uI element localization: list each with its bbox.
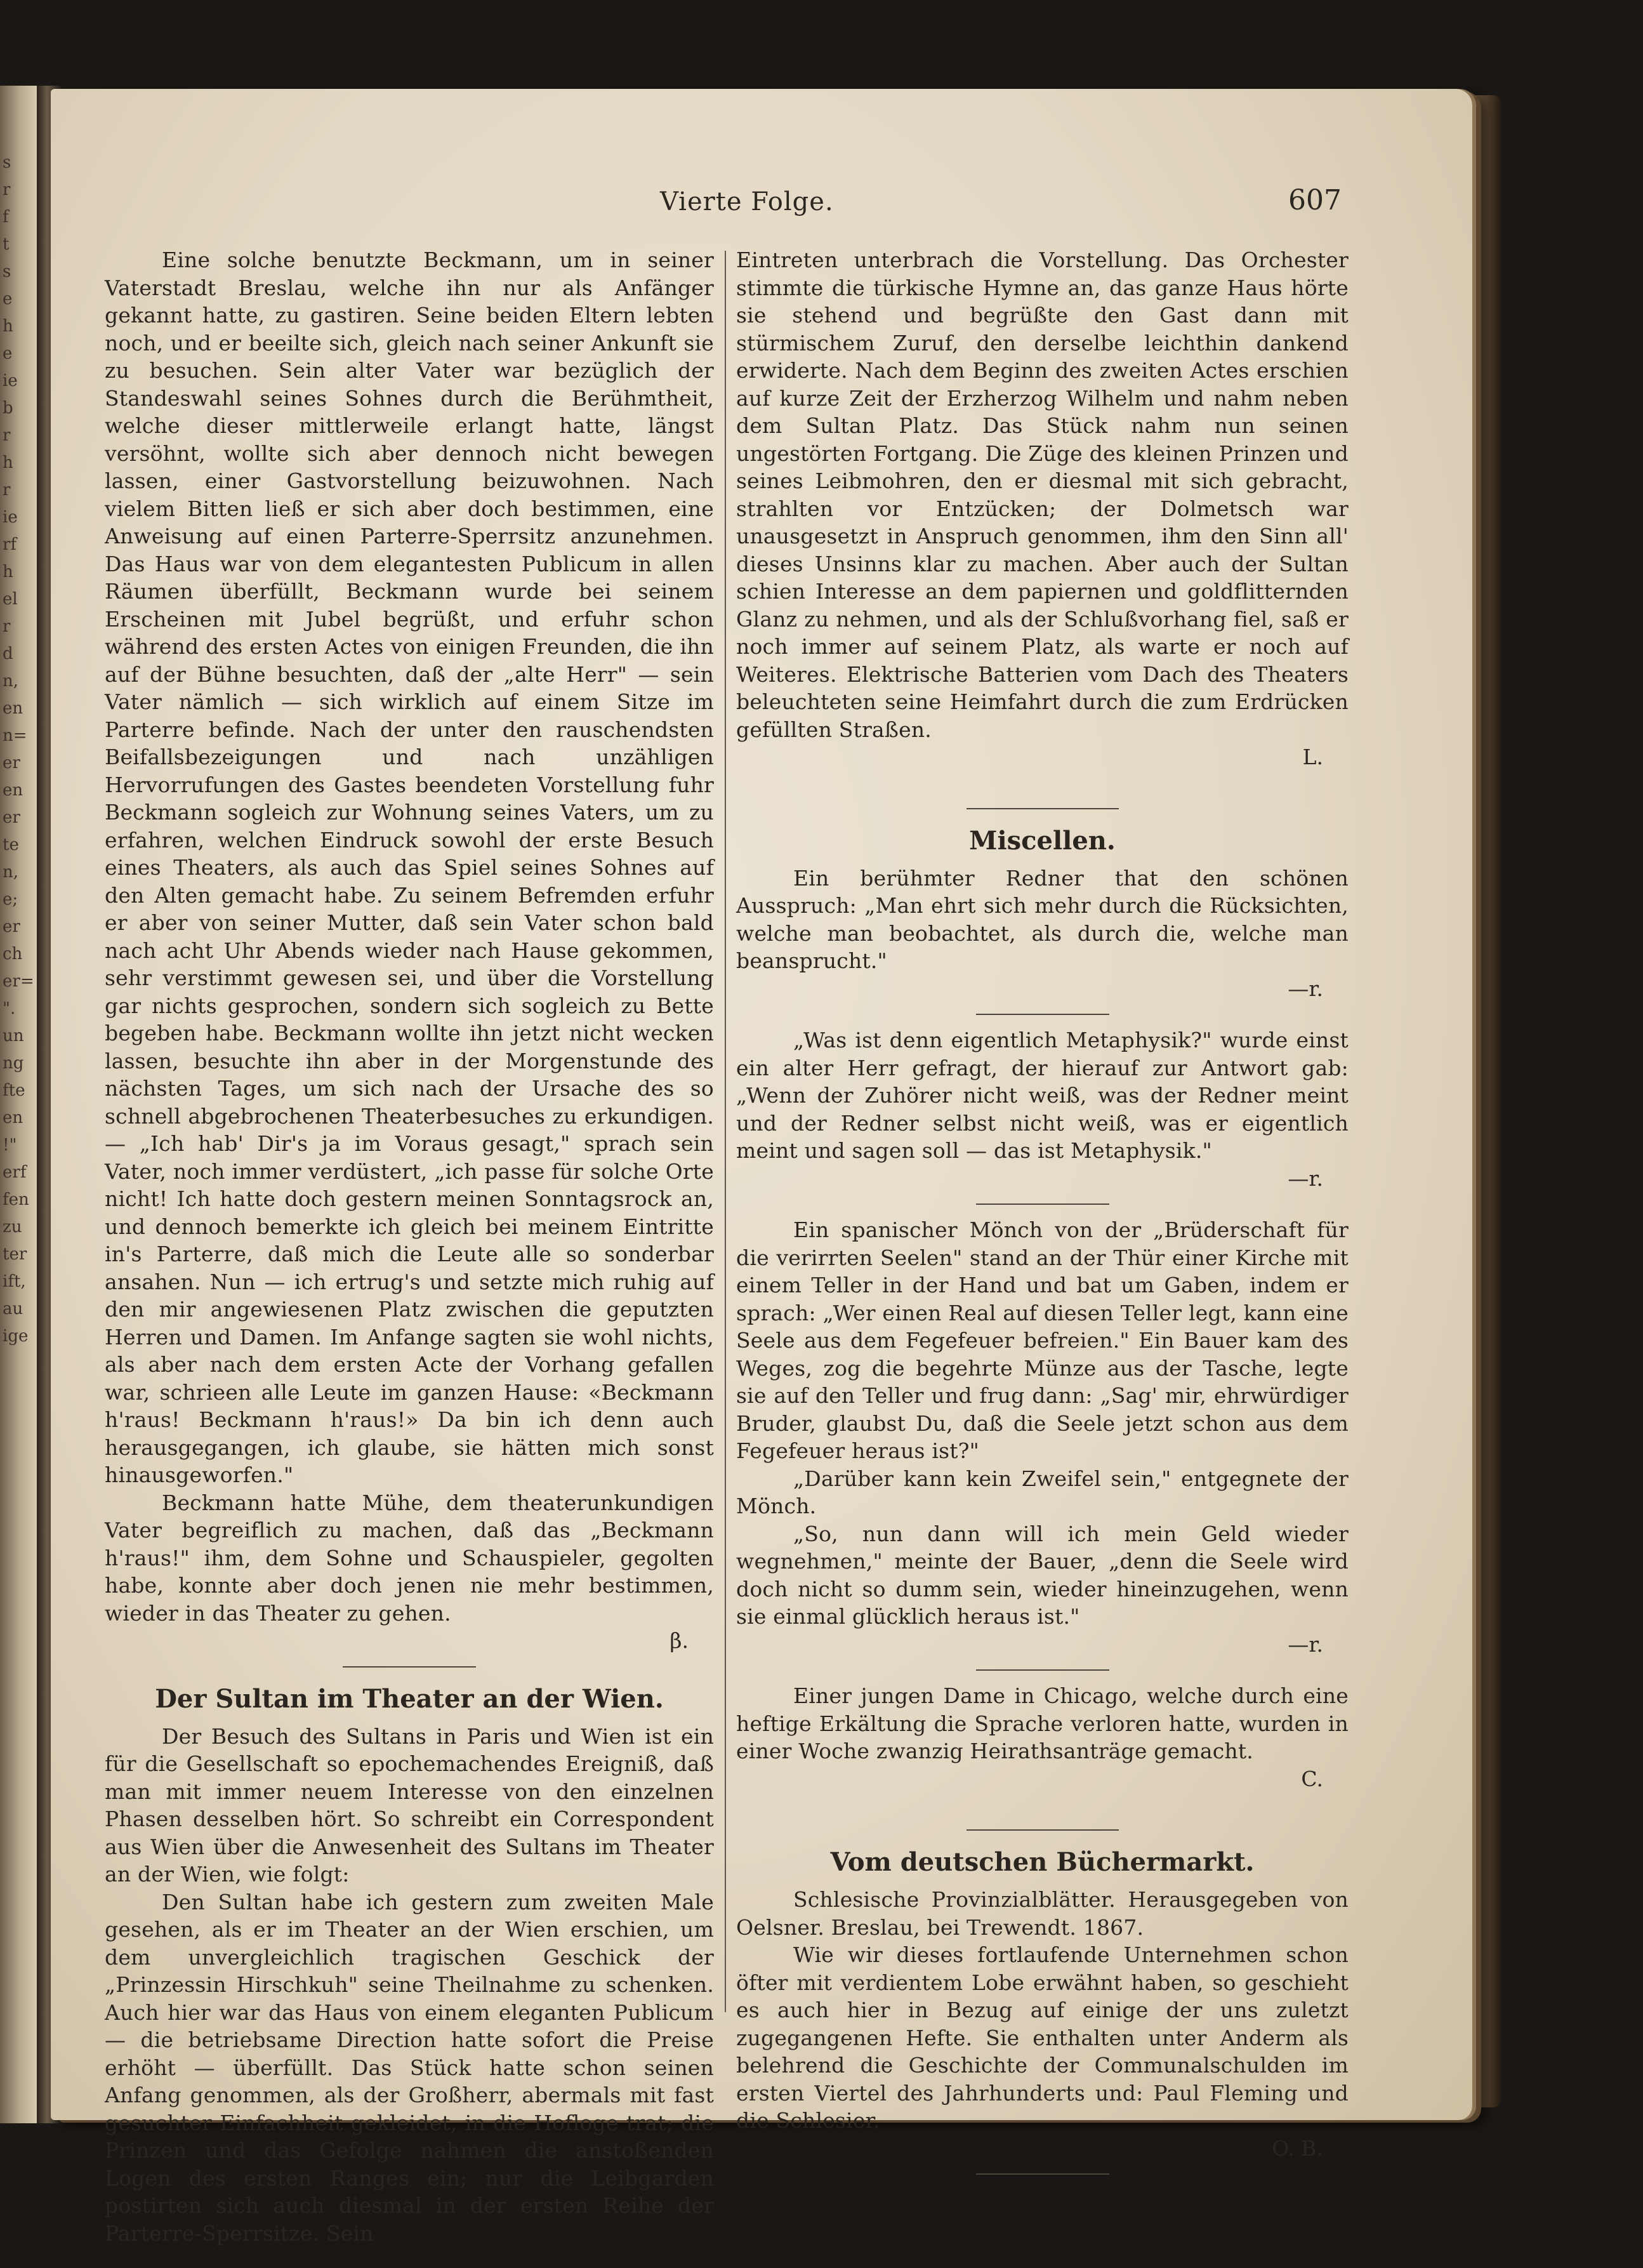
right-column — [736, 246, 1349, 2186]
left-page-edge — [0, 86, 37, 2123]
left-page-fragment: ter — [3, 1245, 27, 1264]
left-page-fragment: t — [3, 235, 10, 254]
signature: O. B. — [1272, 2135, 1323, 2161]
item-rule — [976, 1669, 1109, 1671]
left-page-fragment: fen — [3, 1190, 29, 1209]
miscellen-item: „Was ist denn eigentlich Metaphysik?" wurde einst ein alter Herr gefragt, der hierauf zur Antwort gab: „Wenn der Zuhörer nicht weiß, was der Redner meint und der Redner selbst nicht weiß, was er eigentlich meint und sagen soll — das ist Metaphysik." — [736, 1028, 1349, 1163]
book-cover-edge — [1472, 95, 1501, 2107]
left-page-fragment: r — [3, 180, 11, 199]
left-page-fragment: ". — [3, 999, 16, 1018]
left-page-fragment: el — [3, 590, 18, 609]
left-page-fragment: d — [3, 644, 13, 663]
end-rule — [976, 2173, 1109, 2175]
left-page-fragment: ie — [3, 508, 18, 527]
left-page-fragment: ch — [3, 945, 23, 964]
left-page-fragment: en — [3, 781, 23, 800]
left-page-fragment: au — [3, 1299, 23, 1318]
sultan-paragraph: Der Besuch des Sultans in Paris und Wien ist ein für die Gesellschaft so epochemachendes Ereigniß, daß man mit immer neuem Interesse von den einzelnen Phasen desselben hört. So schreibt ein Correspondent aus Wien über die Anwesenheit des Sultans im Theater an der Wien, wie folgt: — [105, 1723, 714, 1887]
miscellen-title: Miscellen. — [969, 825, 1116, 856]
column-divider — [725, 251, 726, 2012]
left-page-fragment: erf — [3, 1163, 27, 1182]
left-page-fragment: un — [3, 1026, 24, 1045]
left-page-fragment: b — [3, 399, 13, 418]
left-page-fragment: s — [3, 153, 11, 172]
left-page-fragment: ng — [3, 1054, 24, 1073]
left-page-fragment: n= — [3, 726, 27, 745]
left-page-fragment: ie — [3, 371, 18, 390]
miscellen-item: Einer jungen Dame in Chicago, welche durch eine heftige Erkältung die Sprache verloren hatte, wurden in einer Woche zwanzig Heirathsanträge gemacht. — [736, 1683, 1349, 1763]
left-page-fragment: ift, — [3, 1272, 26, 1291]
left-page-fragment: te — [3, 835, 19, 854]
left-page-fragment: e — [3, 344, 13, 363]
left-page-fragment: er= — [3, 972, 34, 991]
left-page-fragment: s — [3, 262, 11, 281]
left-page-fragments — [3, 149, 34, 1350]
signature: C. — [1301, 1766, 1323, 1791]
beckmann-paragraph: Eine solche benutzte Beckmann, um in seiner Vaterstadt Breslau, welche ihn nur als Anfänger gekannt hatte, zu gastiren. Seine beiden Eltern lebten noch, und er beeilte sich, gleich nach seiner Ankunft sie zu besuchen. Sein alter Vater war bezüglich der Standeswahl seines Sohnes durch die Berühmtheit, welche dieser mittlerweile erlangt hatte, längst versöhnt, wollte sich aber dennoch nicht bewegen lassen, einer Gastvorstellung beizuwohnen. Nach vielem Bitten ließ er sich aber doch bestimmen, eine Anweisung auf einen Parterre-Sperrsitz anzunehmen. Das Haus war von dem elegantesten Publicum in allen Räumen überfüllt, Beckmann wurde bei seinem Erscheinen mit Jubel begrüßt, und erfuhr schon während des ersten Actes von einigen Freunden, die ihn auf der Bühne besuchten, daß der „alte Herr" — sein Vater nämlich — sich wirklich auf einem Sitze im Parterre befinde. Nach der unter den rauschendsten Beifallsbezeigungen und nach unzähligen Hervorrufungen des Gastes beendeten Vorstellung fuhr Beckmann sogleich zur Wohnung seines Vaters, um zu erfahren, welchen Eindruck sowohl der erste Besuch eines Theaters, als auch das Spiel seines Sohnes auf den Alten gemacht habe. Zu seinem Befremden erfuhr er aber von seiner Mutter, daß sein Vater schon bald nach acht Uhr Abends wieder nach Hause gekommen, sehr verstimmt gewesen sei, und über die Vorstellung gar nichts gesprochen, sondern sich sogleich zu Bette begeben habe. Beckmann wollte ihn jetzt nicht wecken lassen, besuchte ihn aber in der Morgenstunde des nächsten Tages, um sich nach der Ursache des so schnell abgebrochenen Theaterbesuches zu erkundigen. — „Ich hab' Dir's ja im Voraus gesagt," sprach sein Vater, noch immer verdüstert, „ich passe für solche Orte nicht! Ich hatte doch gestern meinen Sonntagsrock an, und dennoch bemerkte ich gleich bei meinem Eintritte in's Parterre, daß mich die Leute alle so sonderbar ansahen. Nun — ich ertrug's und setzte mich ruhig auf den mir angewiesenen Platz zwischen die geputzten Herren und Damen. Im Anfange sagten sie wohl nichts, als aber nach dem ersten Acte der Vorhang gefallen war, schrieen alle Leute im ganzen Hause: «Beckmann h'raus! Beckmann h'raus!» Da bin ich denn auch herausgegangen, ich glaube, sie hätten mich sonst hinausgeworfen." — [105, 248, 714, 1487]
section-rule — [967, 1829, 1119, 1831]
left-column — [105, 246, 714, 2247]
left-page-fragment: e — [3, 289, 13, 308]
left-page-fragment: en — [3, 1108, 23, 1127]
left-page-fragment: e; — [3, 890, 18, 909]
signature: β. — [670, 1628, 689, 1653]
left-page-fragment: r — [3, 481, 11, 500]
left-page-fragment: er — [3, 917, 20, 936]
left-page-fragment: h — [3, 453, 13, 472]
item-rule — [976, 1204, 1109, 1205]
sultan-continuation: Eintreten unterbrach die Vorstellung. Das Orchester stimmte die türkische Hymne an, das ganze Haus hörte sie stehend und begrüßte den Gast dann mit stürmischem Zuruf, den derselbe leichthin dankend erwiderte. Nach dem Beginn des zweiten Actes erschien auf kurze Zeit der Erzherzog Wilhelm und nahm neben dem Sultan Platz. Das Stück nahm nun seinen ungestörten Fortgang. Die Züge des kleinen Prinzen und seines Leibmohren, den er diesmal mit sich gebracht, strahlten vor Entzücken; der Dolmetsch war unausgesetzt in Anspruch genommen, ihm den Sinn all' dieses Unsinns klar zu machen. Aber auch der Sultan schien Interesse an dem papiernen und goldflitternden Glanz zu nehmen, und als der Schlußvorhang fiel, saß er noch immer auf seinem Platz, als warte er noch auf Weiteres. Elektrische Batterien vom Dach des Theaters beleuchteten seine Heimfahrt durch die zum Erdrücken gefüllten Straßen. — [736, 248, 1349, 742]
left-page-fragment: !" — [3, 1136, 17, 1155]
left-page-fragment: n, — [3, 672, 19, 691]
left-page-fragment: fte — [3, 1081, 25, 1100]
miscellen-item: Ein spanischer Mönch von der „Brüderschaft für die verirrten Seelen" stand an der Thür einer Kirche mit einem Teller in der Hand und bat um Gaben, indem er sprach: „Wer einen Real auf diesen Teller legt, kann eine Seele aus dem Fegefeuer befreien." Ein Bauer kam des Weges, zog die begehrte Münze aus der Tasche, legte sie auf den Teller und frug dann: „Sag' mir, ehrwürdiger Bruder, glaubst Du, daß die Seele jetzt schon aus dem Fegefeuer heraus ist?" — [736, 1217, 1349, 1463]
item-rule — [976, 1014, 1109, 1015]
sultan-paragraph: Den Sultan habe ich gestern zum zweiten Male gesehen, als er im Theater an der Wien erschien, um dem unvergleichlich tragischen Geschick der „Prinzessin Hirschkuh" seine Theilnahme zu schenken. Auch hier war das Haus von einem eleganten Publicum — die betriebsame Direction hatte sofort die Preise erhöht — überfüllt. Das Stück hatte schon seinen Anfang genommen, als der Großherr, abermals mit fast gesuchter Einfachheit gekleidet, in die Hofloge trat; die Prinzen und das Gefolge nahmen die anstoßenden Logen des ersten Ranges ein; nur die Leibgarden postirten sich auch diesmal in der ersten Reihe der Parterre-Sperrsitze. Sein — [105, 1889, 714, 2246]
left-page-fragment: ige — [3, 1327, 29, 1346]
signature: —r. — [1288, 1631, 1323, 1657]
left-page-fragment: r — [3, 617, 11, 636]
buechermarkt-review: Wie wir dieses fortlaufende Unternehmen schon öfter mit verdientem Lobe erwähnt haben, so geschieht es auch hier in Bezug auf einige der uns zuletzt zugegangenen Hefte. Sie enthalten unter Anderm als belehrend die Geschichte der Communalschulden im ersten Viertel des Jahrhunderts und: Paul Fleming und die Schlesier. — [736, 1942, 1349, 2133]
left-page-fragment: n, — [3, 863, 19, 882]
running-header: Vierte Folge. — [660, 187, 834, 216]
signature: —r. — [1288, 976, 1323, 1001]
left-page-fragment: rf — [3, 535, 17, 554]
left-page-fragment: r — [3, 426, 11, 445]
page-number: 607 — [1288, 184, 1342, 216]
miscellen-item: „Darüber kann kein Zweifel sein," entgegnete der Mönch. — [736, 1466, 1349, 1518]
left-page-fragment: h — [3, 317, 13, 336]
signature: L. — [1302, 745, 1323, 769]
left-page-fragment: er — [3, 753, 20, 773]
left-page-fragment: h — [3, 562, 13, 581]
beckmann-paragraph-end: Beckmann hatte Mühe, dem theaterunkundigen Vater begreiflich zu machen, daß das „Beckmann h'raus!" ihm, dem Sohne und Schauspieler, gegolten habe, konnte aber doch jenen nie mehr bestimmen, wieder in das Theater zu gehen. — [105, 1490, 714, 1626]
section-rule — [343, 1666, 476, 1668]
miscellen-item: Ein berühmter Redner that den schönen Ausspruch: „Man ehrt sich mehr durch die Rücksichten, welche man beobachtet, als durch die, welche man beansprucht." — [736, 865, 1349, 973]
left-page-fragment: f — [3, 208, 9, 227]
miscellen-item: „So, nun dann will ich mein Geld wieder wegnehmen," meinte der Bauer, „denn die Seele wird doch nicht so dumm sein, wieder hineinzugehen, wenn sie einmal glücklich heraus ist." — [736, 1521, 1349, 1629]
left-page-fragment: zu — [3, 1217, 22, 1237]
buechermarkt-citation: Schlesische Provinzialblätter. Herausgegeben von Oelsner. Breslau, bei Trewendt. 1867. — [736, 1887, 1349, 1940]
left-page-fragment: en — [3, 699, 23, 718]
left-page-fragment: er — [3, 808, 20, 827]
section-rule — [967, 808, 1119, 809]
sultan-article-title: Der Sultan im Theater an der Wien. — [155, 1683, 664, 1714]
buechermarkt-title: Vom deutschen Büchermarkt. — [830, 1847, 1255, 1877]
signature: —r. — [1288, 1165, 1323, 1191]
